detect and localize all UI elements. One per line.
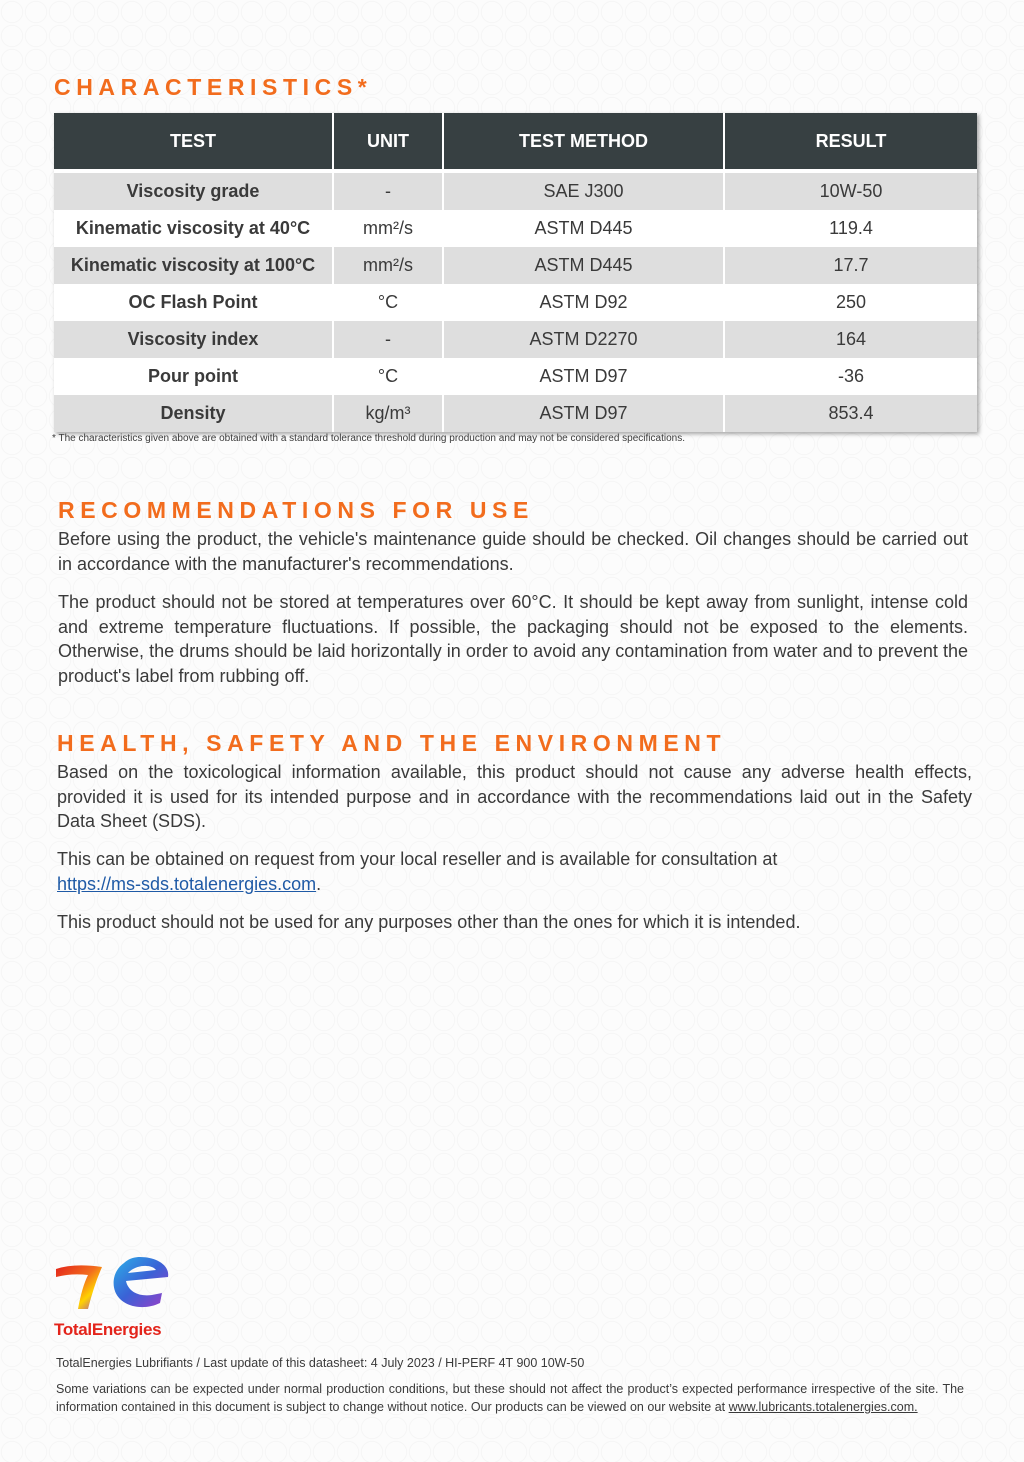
cell-unit: °C: [333, 358, 443, 395]
cell-unit: kg/m³: [333, 395, 443, 432]
table-row: [54, 284, 977, 321]
brand-name: TotalEnergies: [54, 1320, 162, 1339]
cell-result: 250: [724, 284, 977, 321]
health-paragraph-3: This product should not be used for any purposes other than the ones for which it is intended.: [57, 912, 801, 932]
cell-test: Density: [54, 395, 333, 432]
sds-link[interactable]: https://ms-sds.totalenergies.com: [57, 873, 317, 894]
header-unit: UNIT: [333, 113, 443, 169]
cell-method: ASTM D97: [443, 395, 724, 432]
header-result: RESULT: [724, 113, 977, 169]
cell-result: 17.7: [724, 247, 977, 284]
website-link[interactable]: www.lubricants.totalenergies.com.: [728, 1400, 918, 1414]
cell-result: 853.4: [724, 395, 977, 432]
cell-result: -36: [724, 358, 977, 395]
characteristics-footnote: * The characteristics given above are obtained with a standard tolerance threshold during production and may not be considered specifications.: [52, 433, 685, 444]
table-header-row: [54, 113, 977, 169]
cell-test: Kinematic viscosity at 40°C: [54, 210, 333, 247]
disclaimer-text: Some variations can be expected under normal production conditions, but these should not affect the product’s expected performance irrespective of the site. The information contained in this document is subject to change without notice. Our products can be viewed on our website at: [56, 1382, 964, 1414]
health-paragraph-2-suffix: .: [316, 873, 322, 894]
characteristics-table: [54, 113, 977, 432]
recommendations-title: RECOMMENDATIONS FOR USE: [58, 497, 534, 523]
recommendations-paragraph-2: The product should not be stored at temperatures over 60°C. It should be kept away from sunlight, intense cold and extreme temperature fluctuations. If possible, the packaging should not be exposed to the elements. Otherwise, the drums should be laid horizontally in order to avoid any contamination from water and to prevent the product's label from rubbing off.: [58, 592, 968, 686]
cell-method: ASTM D2270: [443, 321, 724, 358]
header-test-method: TEST METHOD: [443, 113, 724, 169]
cell-unit: -: [333, 173, 443, 210]
table-row: [54, 321, 977, 358]
cell-method: ASTM D92: [443, 284, 724, 321]
cell-method: ASTM D445: [443, 210, 724, 247]
cell-test: Viscosity grade: [54, 173, 333, 210]
recommendations-paragraph-1: Before using the product, the vehicle's maintenance guide should be checked. Oil changes should be carried out in accordance with the manufacturer's recommendations.: [58, 529, 968, 574]
cell-method: ASTM D97: [443, 358, 724, 395]
cell-test: Kinematic viscosity at 100°C: [54, 247, 333, 284]
table-row: [54, 173, 977, 210]
health-paragraph-2-text: This can be obtained on request from your local reseller and is available for consultation at: [57, 849, 778, 869]
cell-unit: °C: [333, 284, 443, 321]
totalenergies-logo: [54, 1255, 174, 1315]
health-paragraph-2: [57, 847, 972, 896]
table-row: [54, 358, 977, 395]
footer-disclaimer: [56, 1380, 964, 1416]
cell-test: Pour point: [54, 358, 333, 395]
cell-unit: -: [333, 321, 443, 358]
cell-result: 10W-50: [724, 173, 977, 210]
cell-test: Viscosity index: [54, 321, 333, 358]
table-row: [54, 395, 977, 432]
cell-method: ASTM D445: [443, 247, 724, 284]
cell-unit: mm²/s: [333, 247, 443, 284]
table-row: [54, 210, 977, 247]
cell-result: 119.4: [724, 210, 977, 247]
cell-method: SAE J300: [443, 173, 724, 210]
table-row: [54, 247, 977, 284]
health-paragraph-1: Based on the toxicological information available, this product should not cause any adverse health effects, provided it is used for its intended purpose and in accordance with the recommendations laid out in the Safety Data Sheet (SDS).: [57, 762, 972, 831]
cell-unit: mm²/s: [333, 210, 443, 247]
health-title: HEALTH, SAFETY AND THE ENVIRONMENT: [57, 730, 727, 756]
header-test: TEST: [54, 113, 333, 169]
update-line: TotalEnergies Lubrifiants / Last update of this datasheet: 4 July 2023 / HI-PERF 4T 900 10W-50: [56, 1356, 585, 1370]
characteristics-title: CHARACTERISTICS*: [54, 74, 373, 100]
cell-test: OC Flash Point: [54, 284, 333, 321]
cell-result: 164: [724, 321, 977, 358]
